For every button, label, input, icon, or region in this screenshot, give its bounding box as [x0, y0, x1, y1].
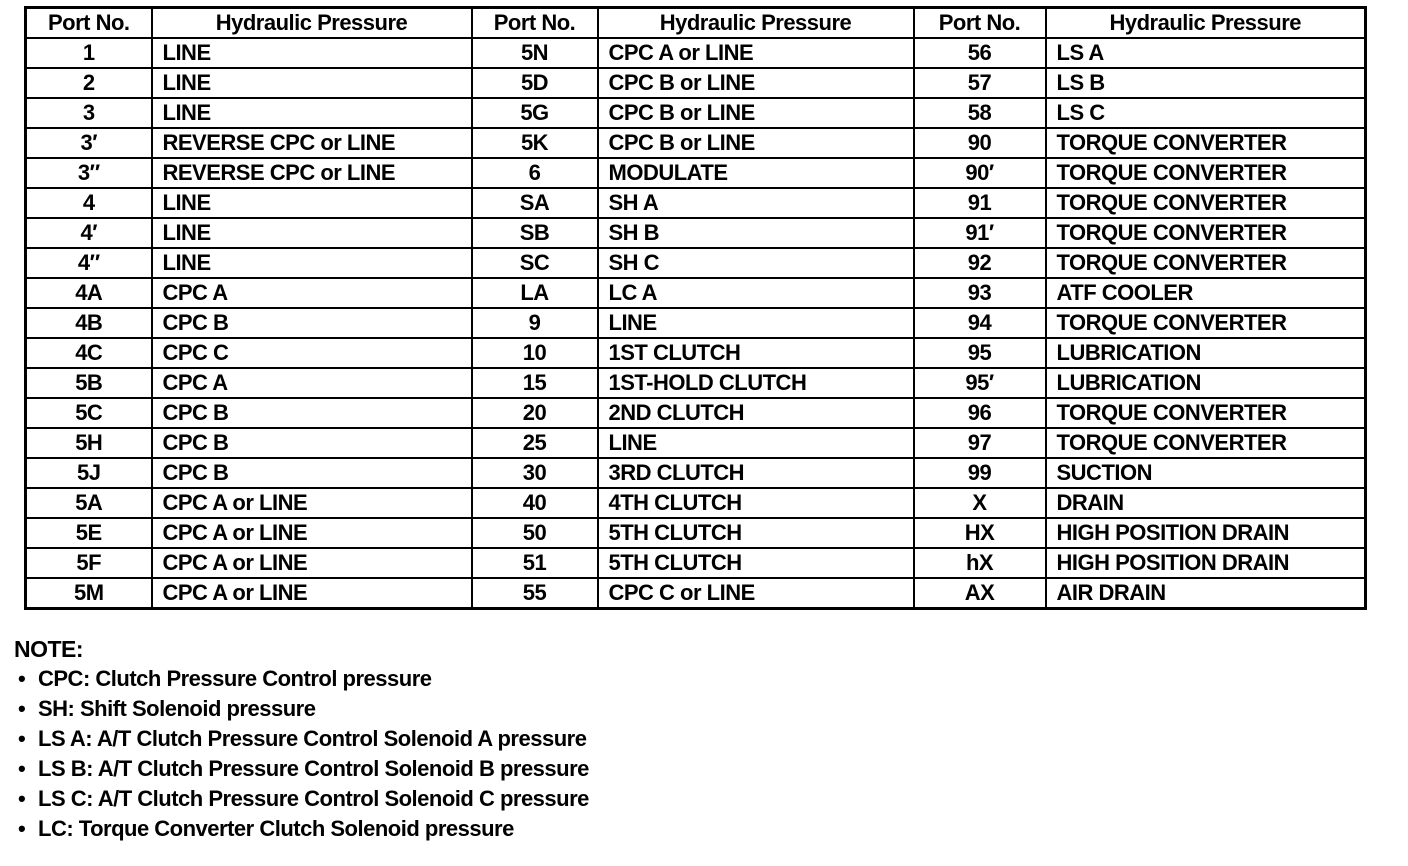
hydraulic-pressure-cell: SUCTION	[1046, 458, 1366, 488]
hydraulic-pressure-cell: LINE	[152, 188, 472, 218]
port-number-cell: 92	[914, 248, 1046, 278]
port-number-cell: 3′	[26, 128, 152, 158]
hydraulic-pressure-cell: DRAIN	[1046, 488, 1366, 518]
port-number-cell: X	[914, 488, 1046, 518]
port-number-cell: 5E	[26, 518, 152, 548]
hydraulic-pressure-cell: 5TH CLUTCH	[598, 548, 914, 578]
port-number-cell: 40	[472, 488, 598, 518]
hydraulic-pressure-cell: LINE	[152, 68, 472, 98]
port-number-cell: 25	[472, 428, 598, 458]
hydraulic-pressure-cell: TORQUE CONVERTER	[1046, 248, 1366, 278]
note-item	[14, 814, 1214, 844]
note-item	[14, 784, 1214, 814]
port-number-cell: SA	[472, 188, 598, 218]
table-row	[26, 188, 1366, 218]
port-number-cell: 5H	[26, 428, 152, 458]
hydraulic-pressure-cell: CPC B or LINE	[598, 128, 914, 158]
hydraulic-pressure-cell: TORQUE CONVERTER	[1046, 308, 1366, 338]
hydraulic-pressure-cell: TORQUE CONVERTER	[1046, 428, 1366, 458]
note-text: LS A: A/T Clutch Pressure Control Solenoid A pressure	[38, 726, 587, 751]
hydraulic-pressure-cell: TORQUE CONVERTER	[1046, 188, 1366, 218]
hydraulic-pressure-cell: CPC B or LINE	[598, 68, 914, 98]
note-text: LS C: A/T Clutch Pressure Control Solenoid C pressure	[38, 786, 589, 811]
note-text: SH: Shift Solenoid pressure	[38, 696, 316, 721]
hydraulic-pressure-cell: LINE	[152, 248, 472, 278]
note-text: CPC: Clutch Pressure Control pressure	[38, 666, 432, 691]
port-number-cell: 5B	[26, 368, 152, 398]
header-port-no: Port No.	[26, 8, 152, 39]
port-number-cell: LA	[472, 278, 598, 308]
port-number-cell: 5M	[26, 578, 152, 609]
bullet-icon: •	[18, 696, 26, 721]
table-row	[26, 98, 1366, 128]
port-number-cell: 99	[914, 458, 1046, 488]
hydraulic-pressure-cell: CPC A or LINE	[152, 578, 472, 609]
note-item	[14, 724, 1214, 754]
hydraulic-pressure-cell: MODULATE	[598, 158, 914, 188]
hydraulic-pressure-cell: LC A	[598, 278, 914, 308]
port-number-cell: 30	[472, 458, 598, 488]
hydraulic-pressure-cell: LINE	[598, 428, 914, 458]
hydraulic-pressure-cell: HIGH POSITION DRAIN	[1046, 548, 1366, 578]
bullet-icon: •	[18, 816, 26, 841]
port-number-cell: 91′	[914, 218, 1046, 248]
hydraulic-pressure-cell: CPC B	[152, 458, 472, 488]
table-row	[26, 68, 1366, 98]
notes-list	[14, 664, 1214, 844]
hydraulic-pressure-cell: HIGH POSITION DRAIN	[1046, 518, 1366, 548]
hydraulic-pressure-cell: CPC B	[152, 428, 472, 458]
port-number-cell: 95′	[914, 368, 1046, 398]
table-row	[26, 278, 1366, 308]
port-number-cell: 9	[472, 308, 598, 338]
port-number-cell: SC	[472, 248, 598, 278]
hydraulic-pressure-cell: 4TH CLUTCH	[598, 488, 914, 518]
hydraulic-pressure-cell: CPC B or LINE	[598, 98, 914, 128]
table-row	[26, 248, 1366, 278]
hydraulic-pressure-cell: LINE	[152, 218, 472, 248]
port-number-cell: 4B	[26, 308, 152, 338]
port-number-cell: 20	[472, 398, 598, 428]
port-number-cell: 94	[914, 308, 1046, 338]
port-number-cell: 90	[914, 128, 1046, 158]
table-row	[26, 578, 1366, 609]
hydraulic-pressure-cell: 3RD CLUTCH	[598, 458, 914, 488]
port-number-cell: 3″	[26, 158, 152, 188]
port-pressure-table	[24, 6, 1367, 610]
port-number-cell: 6	[472, 158, 598, 188]
port-number-cell: 5G	[472, 98, 598, 128]
hydraulic-pressure-cell: CPC B	[152, 308, 472, 338]
port-number-cell: 15	[472, 368, 598, 398]
hydraulic-pressure-cell: CPC A or LINE	[598, 38, 914, 68]
table-row	[26, 338, 1366, 368]
hydraulic-pressure-cell: CPC A or LINE	[152, 548, 472, 578]
hydraulic-pressure-cell: CPC C	[152, 338, 472, 368]
hydraulic-pressure-cell: CPC A	[152, 368, 472, 398]
port-number-cell: 1	[26, 38, 152, 68]
port-number-cell: 50	[472, 518, 598, 548]
port-number-cell: 4C	[26, 338, 152, 368]
hydraulic-pressure-cell: LINE	[152, 98, 472, 128]
port-number-cell: 4A	[26, 278, 152, 308]
note-text: LS B: A/T Clutch Pressure Control Solenoid B pressure	[38, 756, 589, 781]
hydraulic-pressure-cell: TORQUE CONVERTER	[1046, 398, 1366, 428]
hydraulic-pressure-cell: CPC B	[152, 398, 472, 428]
port-number-cell: 51	[472, 548, 598, 578]
note-item	[14, 694, 1214, 724]
table-row	[26, 38, 1366, 68]
hydraulic-pressure-cell: TORQUE CONVERTER	[1046, 158, 1366, 188]
table-header	[26, 8, 1366, 39]
port-number-cell: 56	[914, 38, 1046, 68]
note-item	[14, 664, 1214, 694]
hydraulic-pressure-cell: REVERSE CPC or LINE	[152, 158, 472, 188]
header-hydraulic-pressure: Hydraulic Pressure	[1046, 8, 1366, 39]
port-number-cell: 91	[914, 188, 1046, 218]
header-hydraulic-pressure: Hydraulic Pressure	[152, 8, 472, 39]
hydraulic-pressure-cell: SH C	[598, 248, 914, 278]
port-number-cell: 90′	[914, 158, 1046, 188]
bullet-icon: •	[18, 726, 26, 751]
port-number-cell: 5J	[26, 458, 152, 488]
hydraulic-pressure-cell: CPC A or LINE	[152, 488, 472, 518]
hydraulic-pressure-cell: LINE	[598, 308, 914, 338]
port-number-cell: 97	[914, 428, 1046, 458]
hydraulic-pressure-cell: 1ST CLUTCH	[598, 338, 914, 368]
hydraulic-pressure-cell: LS B	[1046, 68, 1366, 98]
hydraulic-pressure-cell: ATF COOLER	[1046, 278, 1366, 308]
port-number-cell: 5C	[26, 398, 152, 428]
hydraulic-pressure-cell: REVERSE CPC or LINE	[152, 128, 472, 158]
table-row	[26, 158, 1366, 188]
port-number-cell: hX	[914, 548, 1046, 578]
table-row	[26, 518, 1366, 548]
table-row	[26, 458, 1366, 488]
port-number-cell: 3	[26, 98, 152, 128]
port-number-cell: 5N	[472, 38, 598, 68]
port-number-cell: 4′	[26, 218, 152, 248]
bullet-icon: •	[18, 786, 26, 811]
port-number-cell: 4″	[26, 248, 152, 278]
hydraulic-pressure-cell: LINE	[152, 38, 472, 68]
hydraulic-pressure-cell: CPC A	[152, 278, 472, 308]
hydraulic-pressure-cell: TORQUE CONVERTER	[1046, 128, 1366, 158]
hydraulic-pressure-cell: LS C	[1046, 98, 1366, 128]
port-number-cell: 58	[914, 98, 1046, 128]
port-number-cell: HX	[914, 518, 1046, 548]
hydraulic-pressure-cell: SH A	[598, 188, 914, 218]
hydraulic-pressure-cell: CPC A or LINE	[152, 518, 472, 548]
port-number-cell: 4	[26, 188, 152, 218]
port-number-cell: 96	[914, 398, 1046, 428]
hydraulic-pressure-cell: LUBRICATION	[1046, 338, 1366, 368]
port-number-cell: 5K	[472, 128, 598, 158]
port-number-cell: 10	[472, 338, 598, 368]
hydraulic-pressure-cell: 2ND CLUTCH	[598, 398, 914, 428]
table-row	[26, 488, 1366, 518]
notes-title: NOTE:	[14, 636, 84, 662]
port-number-cell: 5F	[26, 548, 152, 578]
bullet-icon: •	[18, 756, 26, 781]
port-number-cell: 55	[472, 578, 598, 609]
hydraulic-pressure-cell: TORQUE CONVERTER	[1046, 218, 1366, 248]
header-row	[26, 8, 1366, 39]
notes-section	[14, 634, 1214, 844]
hydraulic-pressure-cell: SH B	[598, 218, 914, 248]
port-number-cell: SB	[472, 218, 598, 248]
hydraulic-pressure-cell: 5TH CLUTCH	[598, 518, 914, 548]
hydraulic-pressure-cell: CPC C or LINE	[598, 578, 914, 609]
table-row	[26, 128, 1366, 158]
hydraulic-pressure-cell: AIR DRAIN	[1046, 578, 1366, 609]
note-text: LC: Torque Converter Clutch Solenoid pressure	[38, 816, 514, 841]
port-number-cell: 2	[26, 68, 152, 98]
table-body	[26, 38, 1366, 609]
port-number-cell: 93	[914, 278, 1046, 308]
table-row	[26, 398, 1366, 428]
table-row	[26, 368, 1366, 398]
port-number-cell: AX	[914, 578, 1046, 609]
note-item	[14, 754, 1214, 784]
port-number-cell: 57	[914, 68, 1046, 98]
hydraulic-pressure-cell: 1ST-HOLD CLUTCH	[598, 368, 914, 398]
port-number-cell: 5A	[26, 488, 152, 518]
hydraulic-pressure-cell: LS A	[1046, 38, 1366, 68]
header-port-no: Port No.	[472, 8, 598, 39]
table-row	[26, 428, 1366, 458]
table-row	[26, 548, 1366, 578]
port-number-cell: 95	[914, 338, 1046, 368]
bullet-icon: •	[18, 666, 26, 691]
table-row	[26, 308, 1366, 338]
header-port-no: Port No.	[914, 8, 1046, 39]
header-hydraulic-pressure: Hydraulic Pressure	[598, 8, 914, 39]
table-row	[26, 218, 1366, 248]
hydraulic-pressure-cell: LUBRICATION	[1046, 368, 1366, 398]
port-number-cell: 5D	[472, 68, 598, 98]
